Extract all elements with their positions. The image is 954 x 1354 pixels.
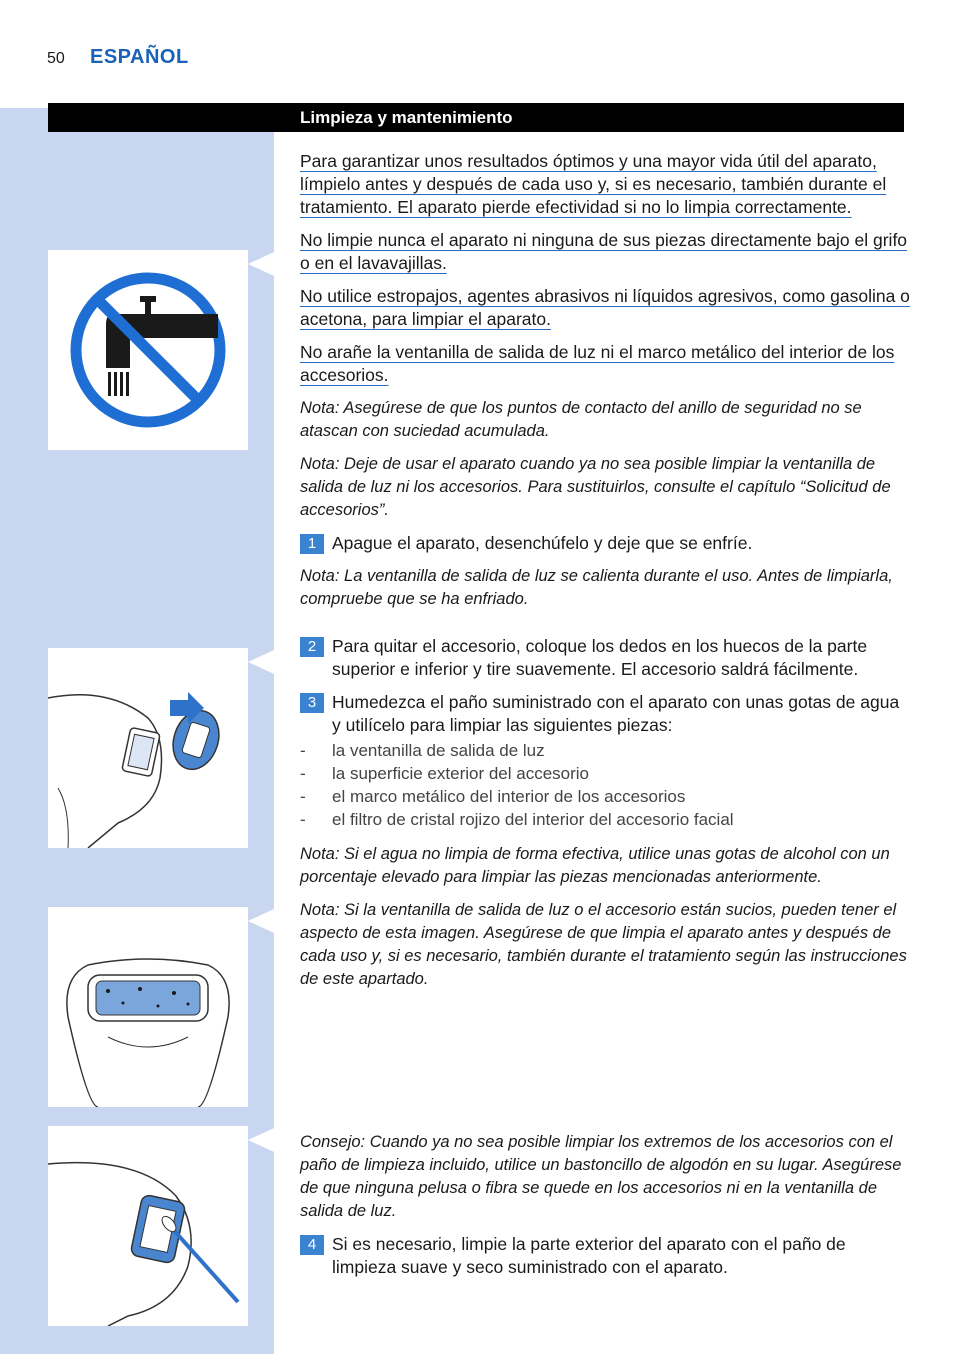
step-text: Humedezca el paño suministrado con el aparato con unas gotas de agua y utilícelo para limpiar las siguientes piezas: — [332, 692, 900, 735]
step-1 — [300, 532, 910, 555]
step-number: 3 — [300, 693, 324, 713]
dirty-window-illustration — [48, 907, 248, 1107]
section-header-bar — [48, 103, 904, 132]
list-item: - la ventanilla de salida de luz — [300, 739, 910, 762]
warning-no-abrasives: No utilice estropajos, agentes abrasivos ni líquidos agresivos, como gasolina o acetona, para limpiar el aparato. — [300, 286, 910, 329]
note-alcohol: Nota: Si el agua no limpia de forma efectiva, utilice unas gotas de alcohol con un porcentaje elevado para limpiar las piezas mencionadas anteriormente. — [300, 845, 890, 886]
list-item: - el marco metálico del interior de los accesorios — [300, 785, 910, 808]
note-replace-accessories: Nota: Deje de usar el aparato cuando ya no sea posible limpiar la ventanilla de salida de luz ni los accesorios. Para sustituirlos, consulte el capítulo “Solicitud de accesorios”. — [300, 455, 891, 519]
step-text: Apague el aparato, desenchúfelo y deje que se enfríe. — [332, 533, 753, 553]
step-number: 4 — [300, 1235, 324, 1255]
page-number: 50 — [47, 50, 65, 67]
section-title: Limpieza y mantenimiento — [300, 108, 513, 127]
step-2 — [300, 635, 910, 681]
callout-pointer — [248, 1128, 274, 1152]
note-dirty-window: Nota: Si la ventanilla de salida de luz o el accesorio están sucios, pueden tener el aspecto de esta imagen. Asegúrese de que limpia el aparato antes y después de cada uso y, si es necesario, también durante el tratamiento según las instrucciones de este apartado. — [300, 901, 907, 988]
language-heading: ESPAÑOL — [90, 46, 189, 68]
no-water-tap-icon — [48, 250, 248, 450]
note-safety-ring: Nota: Asegúrese de que los puntos de contacto del anillo de seguridad no se atascan con suciedad acumulada. — [300, 399, 862, 440]
intro-paragraph: Para garantizar unos resultados óptimos y una mayor vida útil del aparato, límpielo antes y después de cada uso y, si es necesario, también durante el tratamiento. El aparato pierde efectividad si no lo limpia correctamente. — [300, 151, 887, 217]
callout-pointer — [248, 909, 274, 933]
step-4 — [300, 1233, 910, 1279]
callout-pointer — [248, 252, 274, 276]
step-3 — [300, 691, 910, 737]
main-content — [300, 150, 910, 1289]
cotton-swab-illustration — [48, 1126, 248, 1326]
callout-pointer — [248, 650, 274, 674]
note-hot-window: Nota: La ventanilla de salida de luz se calienta durante el uso. Antes de limpiarla, compruebe que se ha enfriado. — [300, 567, 893, 608]
parts-list — [300, 739, 910, 831]
warning-no-tap: No limpie nunca el aparato ni ninguna de sus piezas directamente bajo el grifo o en el lavavajillas. — [300, 230, 908, 273]
step-text: Si es necesario, limpie la parte exterior del aparato con el paño de limpieza suave y seco suministrado con el aparato. — [332, 1234, 846, 1277]
step-number: 2 — [300, 637, 324, 657]
remove-attachment-illustration — [48, 648, 248, 848]
tip-cotton-swab: Consejo: Cuando ya no sea posible limpiar los extremos de los accesorios con el paño de limpieza incluido, utilice un bastoncillo de algodón en su lugar. Asegúrese de que ninguna pelusa o fibra se quede en los accesorios ni en la ventanilla de salida de luz. — [300, 1133, 902, 1220]
list-item: - la superficie exterior del accesorio — [300, 762, 910, 785]
warning-no-scratch: No arañe la ventanilla de salida de luz ni el marco metálico del interior de los accesorios. — [300, 342, 895, 385]
step-number: 1 — [300, 534, 324, 554]
step-text: Para quitar el accesorio, coloque los dedos en los huecos de la parte superior e inferior y tire suavemente. El accesorio saldrá fácilmente. — [332, 636, 868, 679]
list-item: - el filtro de cristal rojizo del interior del accesorio facial — [300, 808, 910, 831]
